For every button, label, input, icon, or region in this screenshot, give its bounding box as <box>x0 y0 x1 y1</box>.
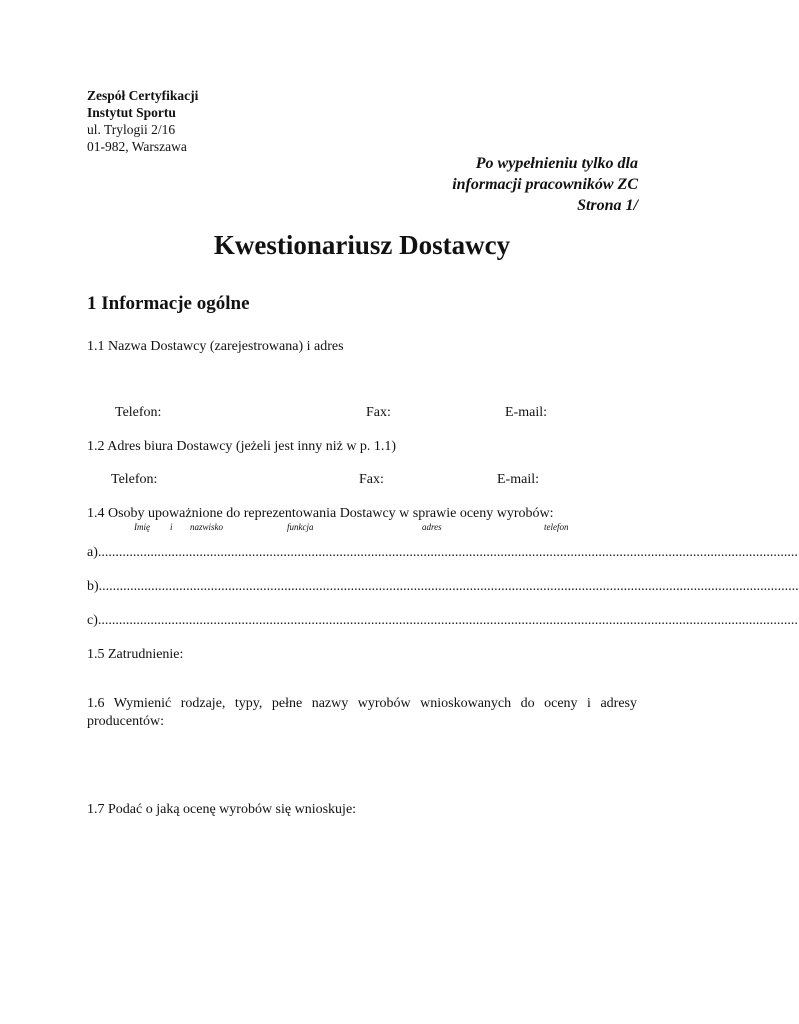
person-line-c[interactable] <box>87 613 798 629</box>
person-line-c-label: c) <box>87 613 98 628</box>
office-note-line2: informacji pracowników ZC <box>452 176 638 193</box>
question-1-2: 1.2 Adres biura Dostawcy (jeżeli jest inny niż w p. 1.1) <box>87 439 397 454</box>
office-fax-label: Fax: <box>359 472 384 487</box>
question-1-5: 1.5 Zatrudnienie: <box>87 647 184 662</box>
person-line-a[interactable] <box>87 545 798 561</box>
phone-label: Telefon: <box>115 405 162 420</box>
question-1-1: 1.1 Nazwa Dostawcy (zarejestrowana) i adres <box>87 339 344 354</box>
section-heading: 1 Informacje ogólne <box>87 293 250 314</box>
person-line-b-label: b) <box>87 579 99 594</box>
office-phone-label: Telefon: <box>111 472 158 487</box>
org-city: 01-982, Warszawa <box>87 139 187 154</box>
dotted-fill-line: ........................................................................................................................................................................................................ <box>98 579 799 594</box>
org-name: Zespół Certyfikacji <box>87 88 199 103</box>
person-line-b[interactable] <box>87 579 799 595</box>
email-label: E-mail: <box>505 405 547 420</box>
question-1-6: 1.6 Wymienić rodzaje, typy, pełne nazwy wyrobów wnioskowanych do oceny i adresy producentów: <box>87 696 637 729</box>
question-1-7: 1.7 Podać o jaką ocenę wyrobów się wnioskuje: <box>87 802 357 817</box>
question-1-4: 1.4 Osoby upoważnione do reprezentowania Dostawcy w sprawie oceny wyrobów: <box>87 506 554 521</box>
page-number: Strona 1/ <box>577 197 638 214</box>
column-label-telefon: telefon <box>544 522 569 532</box>
column-label-nazwisko: nazwisko <box>190 522 224 532</box>
dotted-fill-line: ........................................................................................................................................................................................................ <box>97 545 798 560</box>
person-line-a-label: a) <box>87 545 98 560</box>
column-label-adres: adres <box>422 522 442 532</box>
office-email-label: E-mail: <box>497 472 539 487</box>
column-label-imie: Imię <box>134 522 150 532</box>
org-institute: Instytut Sportu <box>87 105 176 120</box>
org-street: ul. Trylogii 2/16 <box>87 122 176 137</box>
office-note-line1: Po wypełnieniu tylko dla <box>475 155 638 172</box>
document-title: Kwestionariusz Dostawcy <box>213 230 511 260</box>
column-label-i: i <box>170 522 173 532</box>
column-label-funkcja: funkcja <box>287 522 314 532</box>
dotted-fill-line: ........................................................................................................................................................................................................ <box>97 613 798 628</box>
fax-label: Fax: <box>366 405 391 420</box>
